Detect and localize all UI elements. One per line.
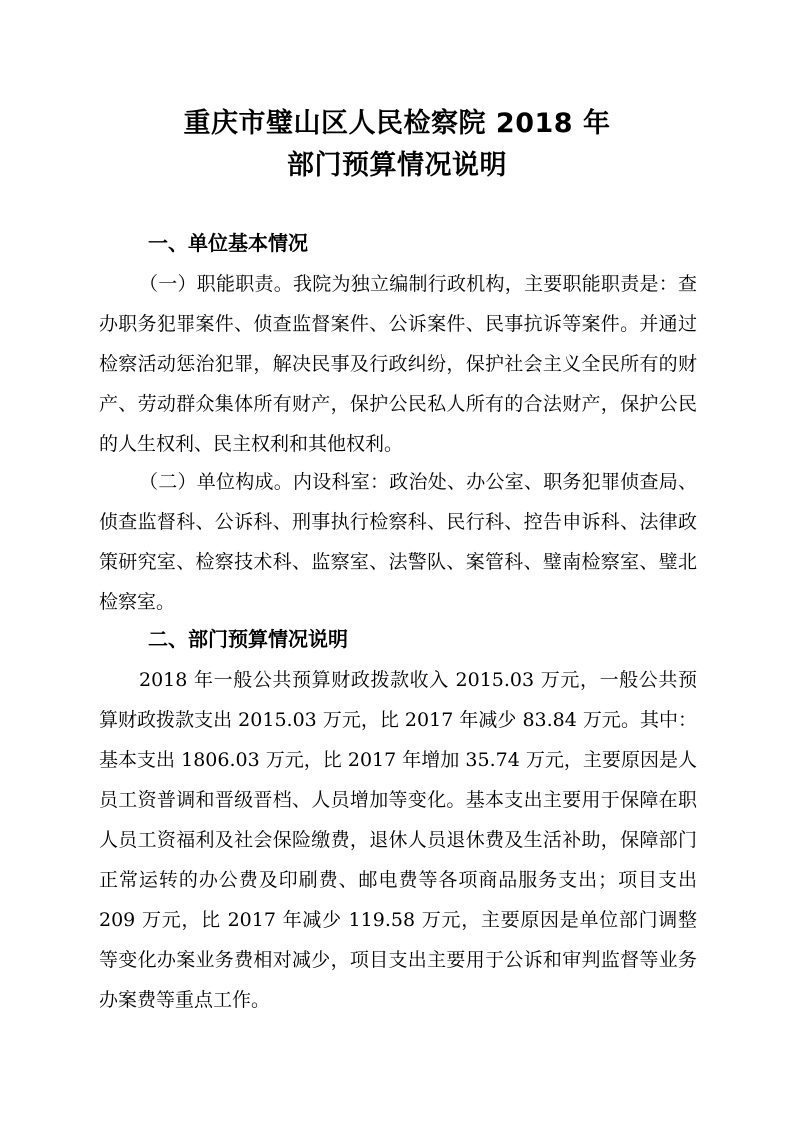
document-title-line-2: 部门预算情况说明 xyxy=(287,150,507,181)
section-2-heading: 二、部门预算情况说明 xyxy=(148,627,348,651)
document-title-line-1: 重庆市璧山区人民检察院 2018 年 xyxy=(183,108,611,139)
section-1-paragraph-functions: （一）职能职责。我院为独立编制行政机构，主要职能职责是：查办职务犯罪案件、侦查监督案件、公诉案件、民事抗诉等案件。并通过检察活动惩治犯罪，解决民事及行政纠纷，保护社会主义全民所有的财产、劳动群众集体所有财产，保护公民私人所有的合法财产，保护公民的人生权利、民主权利和其他权利。 xyxy=(99,273,697,455)
section-1-paragraph-structure: （二）单位构成。内设科室：政治处、办公室、职务犯罪侦查局、侦查监督科、公诉科、刑事执行检察科、民行科、控告申诉科、法律政策研究室、检察技术科、监察室、法警队、案管科、璧南检察室、璧北检察室。 xyxy=(99,471,697,613)
section-2-paragraph-budget: 2018 年一般公共预算财政拨款收入 2015.03 万元，一般公共预算财政拨款支出 2015.03 万元，比 2017 年减少 83.84 万元。其中：基本支出 1806.03 万元，比 2017 年增加 35.74 万元，主要原因是人员工资普调和晋级晋档、人员增加等变化。基本支出主要用于保障在职人员工资福利及社会保险缴费，退休人员退休费及生活补助，保障部门正常运转的办公费及印刷费、邮电费等各项商品服务支出；项目支出 209 万元，比 2017 年减少 119.58 万元，主要原因是单位部门调整等变化办案业务费相对减少，项目支出主要用于公诉和审判监督等业务办案费等重点工作。 xyxy=(99,669,697,1011)
section-1-heading: 一、单位基本情况 xyxy=(148,231,308,255)
